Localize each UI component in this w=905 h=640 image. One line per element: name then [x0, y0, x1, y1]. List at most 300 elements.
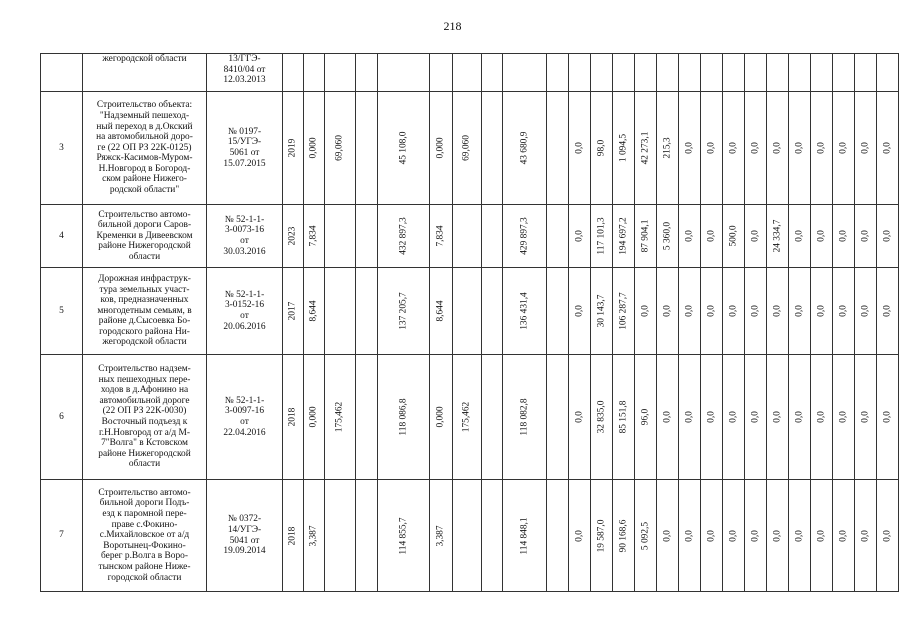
object-name-line: многодетным семьям, в — [97, 305, 192, 316]
table-row — [41, 268, 899, 355]
value-cell — [547, 54, 569, 92]
expertise-document-line: 5041 от — [229, 535, 260, 546]
value-cell — [789, 480, 811, 592]
value-text: 0,0 — [750, 529, 761, 542]
value-cell — [283, 268, 304, 355]
object-name — [83, 355, 207, 480]
object-name-line: ге (22 ОП РЗ 22К-0125) — [97, 142, 192, 153]
value-cell — [304, 355, 325, 480]
object-name — [83, 205, 207, 268]
value-cell — [767, 480, 789, 592]
value-cell — [877, 268, 899, 355]
value-text: 1 094,5 — [618, 133, 629, 163]
object-name-line: автомобильной дороге — [99, 395, 190, 406]
value-text: 0,0 — [706, 411, 717, 423]
object-name-line: (22 ОП РЗ 22К-0030) — [102, 406, 187, 417]
value-text: 0,0 — [684, 529, 695, 542]
value-text: 0,0 — [728, 305, 739, 317]
value-cell — [811, 355, 833, 480]
value-cell — [613, 92, 635, 205]
value-text: 5 092,5 — [640, 521, 651, 550]
value-cell — [635, 480, 657, 592]
expertise-document-line: № 0197- — [227, 126, 262, 137]
value-text: 0,0 — [684, 305, 695, 317]
value-cell — [745, 205, 767, 268]
object-name-line: 7"Волга" в Кстовском — [101, 438, 188, 449]
value-cell — [503, 92, 547, 205]
value-text: 0,0 — [574, 142, 585, 154]
value-text: 0,0 — [728, 411, 739, 423]
object-name-line: Ряжск-Касимов-Муром- — [96, 153, 193, 164]
value-text: 175,462 — [461, 401, 472, 433]
value-cell — [325, 355, 356, 480]
value-cell — [701, 480, 723, 592]
expertise-document-line: 5061 от — [229, 148, 260, 158]
object-name-line: районе Нижегородской — [98, 448, 191, 459]
value-cell — [378, 205, 430, 268]
value-cell — [657, 480, 679, 592]
value-text: 0,0 — [860, 529, 871, 542]
value-cell — [547, 205, 569, 268]
object-name-line: ков, предназначенных — [100, 295, 189, 306]
expertise-document-line: от — [240, 311, 249, 321]
value-text: 0,0 — [838, 142, 849, 154]
value-cell — [453, 355, 482, 480]
object-name — [83, 92, 207, 205]
value-text: 0,0 — [860, 411, 871, 423]
value-cell — [453, 92, 482, 205]
value-text: 8,644 — [308, 300, 319, 322]
value-cell — [811, 480, 833, 592]
value-cell — [378, 480, 430, 592]
value-text: 500,0 — [728, 225, 739, 247]
object-name-line: езд к паромной пере- — [102, 509, 187, 520]
value-cell — [723, 92, 745, 205]
value-text: 0,0 — [772, 529, 783, 542]
value-text: 0,0 — [838, 529, 849, 542]
value-cell — [723, 54, 745, 92]
object-name-line: бильной дороги Саров- — [97, 220, 192, 231]
value-cell — [453, 268, 482, 355]
value-text: 114 848,1 — [519, 516, 530, 555]
table-row — [41, 355, 899, 480]
value-text: 0,0 — [574, 230, 585, 242]
value-cell — [679, 480, 701, 592]
expertise-document-line: 12.03.2013 — [223, 75, 266, 86]
value-cell — [833, 92, 855, 205]
value-cell — [745, 92, 767, 205]
object-name-line: тынском районе Ниже- — [98, 561, 191, 572]
value-cell — [547, 92, 569, 205]
value-text: 7,834 — [435, 225, 446, 247]
object-name-line: области — [128, 251, 161, 262]
value-cell — [767, 355, 789, 480]
value-text: 432 897,3 — [398, 217, 409, 255]
value-cell — [482, 54, 503, 92]
expertise-document-line: 22.04.2016 — [223, 427, 266, 438]
expertise-document-line: 19.09.2014 — [223, 546, 266, 557]
object-name-line: родской области" — [109, 185, 180, 196]
value-cell — [503, 480, 547, 592]
value-cell — [745, 480, 767, 592]
value-text: 0,0 — [574, 529, 585, 542]
value-cell — [430, 205, 453, 268]
value-cell — [430, 480, 453, 592]
value-cell — [877, 205, 899, 268]
value-cell — [325, 268, 356, 355]
value-cell — [701, 268, 723, 355]
value-cell — [723, 205, 745, 268]
value-cell — [304, 205, 325, 268]
expertise-document-line: 3-0152-16 — [224, 300, 265, 311]
value-text: 118 082,8 — [519, 398, 530, 436]
value-cell — [378, 355, 430, 480]
page-number: 218 — [443, 19, 462, 33]
expertise-document — [207, 54, 283, 92]
value-cell — [569, 480, 591, 592]
expertise-document-line: 15/УГЭ- — [227, 137, 262, 148]
object-name-line: г.Н.Новгород от а/д М- — [99, 427, 190, 438]
object-name-line: ходов в д.Афонино на — [100, 385, 189, 396]
value-cell — [482, 205, 503, 268]
value-text: 96,0 — [640, 408, 651, 426]
value-text: 42 273,1 — [640, 131, 651, 165]
value-cell — [613, 54, 635, 92]
value-cell — [635, 355, 657, 480]
value-cell — [877, 54, 899, 92]
value-text: 45 108,0 — [398, 131, 409, 165]
object-name-line: Н.Новгород в Богород- — [98, 163, 191, 174]
value-cell — [453, 54, 482, 92]
value-cell — [304, 480, 325, 592]
value-text: 0,0 — [882, 230, 893, 242]
value-cell — [657, 92, 679, 205]
object-name-line: Строительство надзем- — [98, 364, 191, 375]
value-text: 0,0 — [706, 305, 717, 317]
value-cell — [569, 54, 591, 92]
expertise-document — [207, 480, 283, 592]
value-text: 32 835,0 — [596, 400, 607, 434]
value-cell — [855, 480, 877, 592]
object-name-line: берег р.Волга в Воро- — [101, 551, 188, 562]
value-text: 0,0 — [684, 411, 695, 423]
value-text: 0,0 — [794, 411, 805, 423]
value-text: 0,0 — [706, 529, 717, 542]
value-text: 19 587,0 — [596, 519, 607, 552]
value-cell — [635, 54, 657, 92]
value-text: 0,0 — [816, 305, 827, 317]
expertise-document-line: № 52-1-1- — [224, 214, 265, 225]
expertise-document-line: 3-0073-16 — [224, 225, 265, 236]
expertise-document — [207, 355, 283, 480]
value-cell — [569, 268, 591, 355]
object-name — [83, 54, 207, 92]
object-name-line: праве с.Фокино- — [111, 519, 178, 530]
object-name-line: ском районе Нижего- — [102, 174, 187, 185]
value-cell — [304, 54, 325, 92]
value-text: 0,0 — [706, 230, 717, 242]
value-cell — [635, 268, 657, 355]
value-cell — [789, 268, 811, 355]
value-cell — [503, 268, 547, 355]
value-text: 85 151,8 — [618, 400, 629, 434]
object-name-line: "Надземный пешеход- — [99, 110, 190, 121]
value-text: 0,0 — [882, 142, 893, 154]
value-cell — [591, 54, 613, 92]
object-name-line: на автомобильной доро- — [96, 132, 193, 143]
object-name-line: жегородской области — [102, 54, 187, 64]
value-cell — [283, 54, 304, 92]
value-cell — [613, 205, 635, 268]
expertise-document — [207, 205, 283, 268]
expertise-document-line: 3-0097-16 — [224, 406, 265, 417]
object-name-line: ных пешеходных пере- — [98, 374, 191, 385]
value-cell — [482, 355, 503, 480]
value-cell — [833, 205, 855, 268]
object-name-line: городской области — [107, 572, 182, 583]
value-cell — [679, 355, 701, 480]
value-text: 0,0 — [816, 142, 827, 154]
object-name-line: области — [128, 459, 161, 470]
value-text: 0,0 — [662, 411, 673, 423]
value-cell — [657, 355, 679, 480]
value-cell — [304, 268, 325, 355]
object-name — [83, 480, 207, 592]
object-name-line: Строительство автомо- — [98, 209, 191, 220]
value-text: 2023 — [287, 226, 298, 246]
value-text: 0,0 — [750, 305, 761, 317]
value-text: 0,0 — [684, 142, 695, 154]
value-cell — [855, 92, 877, 205]
value-cell — [767, 205, 789, 268]
value-cell — [701, 92, 723, 205]
value-cell — [679, 268, 701, 355]
value-text: 0,0 — [728, 142, 739, 154]
value-text: 2017 — [287, 301, 298, 321]
value-cell — [701, 54, 723, 92]
expertise-document-line: 20.06.2016 — [223, 321, 266, 332]
table-row — [41, 54, 899, 92]
value-cell — [569, 92, 591, 205]
value-cell — [283, 205, 304, 268]
value-cell — [325, 480, 356, 592]
value-cell — [679, 205, 701, 268]
value-text: 0,0 — [794, 142, 805, 154]
value-text: 0,0 — [794, 305, 805, 317]
value-cell — [482, 268, 503, 355]
value-text: 0,0 — [838, 230, 849, 242]
value-text: 2019 — [287, 138, 298, 158]
value-text: 0,0 — [684, 230, 695, 242]
value-text: 0,0 — [794, 230, 805, 242]
value-text: 0,000 — [435, 137, 446, 159]
value-text: 429 897,3 — [519, 217, 530, 255]
value-cell — [482, 92, 503, 205]
value-cell — [833, 480, 855, 592]
value-cell — [877, 480, 899, 592]
value-cell — [789, 54, 811, 92]
value-cell — [591, 355, 613, 480]
value-text: 5 360,0 — [662, 221, 673, 251]
value-text: 0,0 — [750, 142, 761, 154]
value-cell — [833, 268, 855, 355]
value-cell — [283, 355, 304, 480]
value-cell — [745, 54, 767, 92]
value-cell — [430, 268, 453, 355]
expertise-document — [207, 268, 283, 355]
value-text: 0,0 — [728, 529, 739, 542]
table-row — [41, 480, 899, 592]
value-text: 43 680,9 — [519, 131, 530, 165]
value-cell — [356, 54, 378, 92]
value-cell — [789, 92, 811, 205]
value-cell — [745, 355, 767, 480]
value-cell — [356, 480, 378, 592]
value-text: 0,0 — [816, 411, 827, 423]
value-cell — [547, 355, 569, 480]
value-text: 69,060 — [334, 135, 345, 161]
value-cell — [767, 54, 789, 92]
object-name-line: ный переход в д.Окский — [96, 121, 193, 132]
value-cell — [855, 205, 877, 268]
value-cell — [657, 54, 679, 92]
value-text: 69,060 — [461, 135, 472, 161]
value-cell — [591, 268, 613, 355]
value-cell — [283, 480, 304, 592]
value-cell — [547, 480, 569, 592]
value-text: 3,387 — [435, 524, 446, 547]
value-cell — [833, 54, 855, 92]
value-cell — [356, 92, 378, 205]
value-cell — [767, 268, 789, 355]
value-cell — [877, 355, 899, 480]
value-cell — [855, 355, 877, 480]
row-number: 3 — [41, 92, 83, 205]
value-text: 0,0 — [882, 411, 893, 423]
value-text: 0,0 — [772, 142, 783, 154]
value-cell — [356, 205, 378, 268]
value-cell — [503, 205, 547, 268]
value-cell — [325, 205, 356, 268]
value-text: 0,0 — [750, 230, 761, 242]
expertise-document-line: № 0372- — [227, 514, 262, 525]
value-text: 3,387 — [308, 524, 319, 547]
value-text: 0,0 — [816, 230, 827, 242]
value-text: 194 697,2 — [618, 217, 629, 255]
value-cell — [679, 54, 701, 92]
value-text: 0,0 — [882, 529, 893, 542]
value-cell — [325, 54, 356, 92]
value-text: 24 334,7 — [772, 219, 783, 253]
row-number: 4 — [41, 205, 83, 268]
object-name-line: Восточный подъезд к — [101, 417, 188, 427]
value-cell — [482, 480, 503, 592]
object-name-line: районе Нижегородской — [98, 241, 191, 252]
expertise-document-line: 15.07.2015 — [223, 158, 266, 169]
value-cell — [789, 355, 811, 480]
value-text: 0,0 — [772, 411, 783, 423]
value-text: 137 205,7 — [398, 292, 409, 330]
value-text: 7,834 — [308, 225, 319, 247]
value-text: 90 168,6 — [618, 519, 629, 552]
object-name-line: Кременки в Дивеевском — [96, 230, 193, 241]
value-cell — [613, 268, 635, 355]
value-text: 0,0 — [750, 411, 761, 423]
value-text: 0,0 — [706, 142, 717, 154]
value-cell — [283, 92, 304, 205]
value-text: 0,0 — [640, 305, 651, 317]
value-cell — [811, 268, 833, 355]
value-cell — [745, 268, 767, 355]
value-text: 0,0 — [574, 411, 585, 423]
object-name-line: Строительство автомо- — [98, 487, 191, 498]
value-text: 106 287,7 — [618, 292, 629, 330]
row-number: 7 — [41, 480, 83, 592]
value-text: 30 143,7 — [596, 294, 607, 328]
expertise-document-line: 30.03.2016 — [223, 246, 266, 257]
expertise-document-line: от — [240, 236, 249, 246]
value-cell — [453, 205, 482, 268]
value-text: 0,0 — [838, 411, 849, 423]
object-name-line: Строительство объекта: — [96, 100, 193, 111]
value-text: 114 855,7 — [398, 516, 409, 555]
value-cell — [378, 268, 430, 355]
value-cell — [657, 205, 679, 268]
expertise-document-line: 13/ГГЭ- — [228, 54, 261, 64]
row-number: 6 — [41, 355, 83, 480]
object-name-line: Дорожная инфраструк- — [98, 273, 191, 284]
value-text: 98,0 — [596, 139, 607, 157]
table-row — [41, 92, 899, 205]
value-cell — [701, 205, 723, 268]
value-cell — [811, 54, 833, 92]
value-cell — [430, 54, 453, 92]
object-name — [83, 268, 207, 355]
row-number — [41, 54, 83, 92]
object-name-line: Воротынец-Фокино- — [103, 540, 186, 551]
value-cell — [591, 205, 613, 268]
object-name-line: городского района Ни- — [99, 326, 190, 337]
value-cell — [547, 268, 569, 355]
value-text: 0,000 — [435, 406, 446, 428]
value-cell — [877, 92, 899, 205]
value-cell — [378, 54, 430, 92]
value-text: 87 904,1 — [640, 219, 651, 253]
expertise-document-line: 8410/04 от — [223, 64, 266, 75]
value-text: 2018 — [287, 407, 298, 427]
value-text: 8,644 — [435, 300, 446, 322]
value-text: 0,0 — [838, 305, 849, 317]
value-text: 0,0 — [662, 529, 673, 542]
value-cell — [723, 268, 745, 355]
value-cell — [679, 92, 701, 205]
value-cell — [356, 268, 378, 355]
value-cell — [723, 480, 745, 592]
value-text: 0,0 — [772, 305, 783, 317]
value-text: 0,0 — [794, 529, 805, 542]
object-name-line: бильной дороги Подъ- — [99, 498, 190, 509]
value-text: 0,0 — [860, 305, 871, 317]
object-name-line: жегородской области — [102, 337, 187, 348]
expertise-document-line: 14/УГЭ- — [227, 524, 262, 535]
value-cell — [591, 480, 613, 592]
value-cell — [833, 355, 855, 480]
value-text: 0,0 — [662, 305, 673, 317]
expertise-document-line: № 52-1-1- — [224, 395, 265, 406]
value-cell — [430, 355, 453, 480]
value-cell — [378, 92, 430, 205]
value-cell — [657, 268, 679, 355]
